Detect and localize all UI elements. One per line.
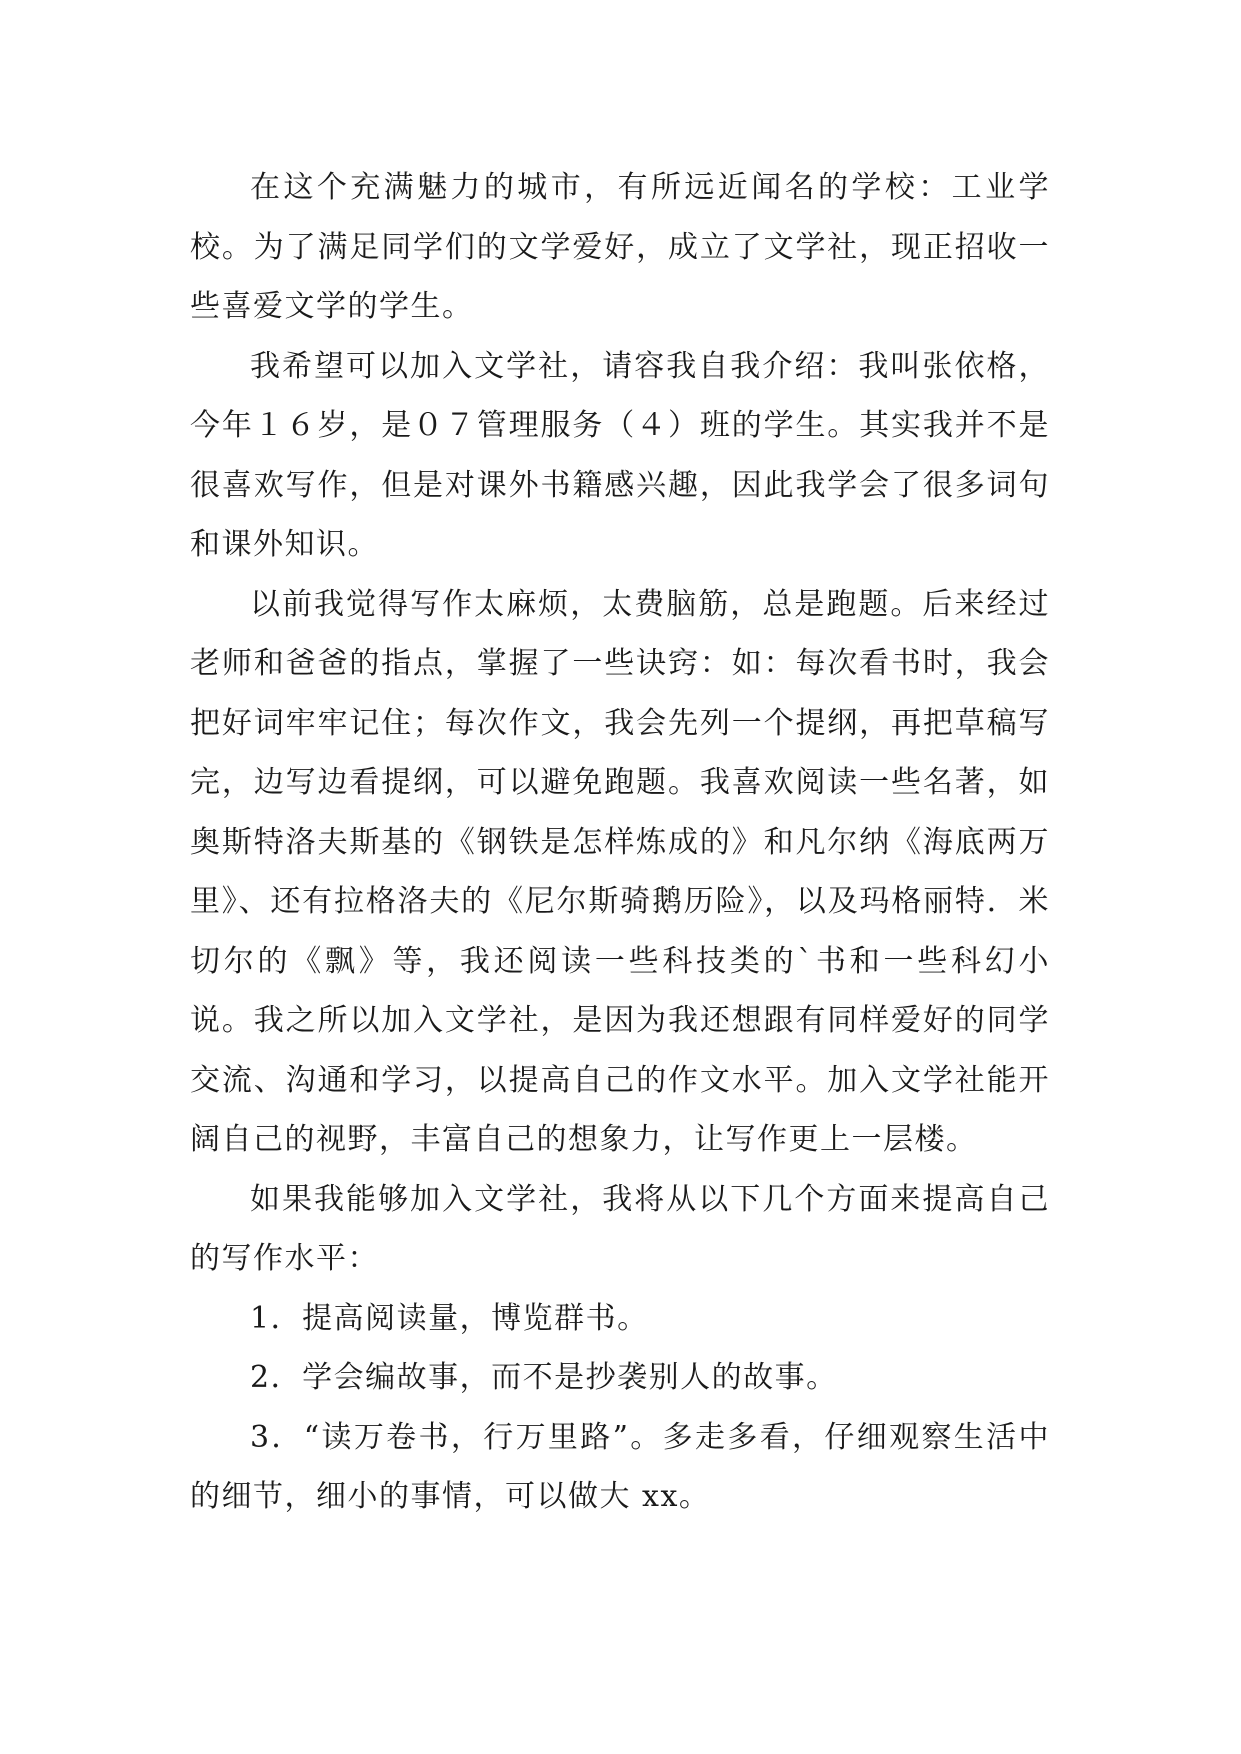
paragraph-writing-experience: 以前我觉得写作太麻烦，太费脑筋，总是跑题。后来经过老师和爸爸的指点，掌握了一些诀窍：如：每次看书时，我会把好词牢牢记住；每次作文，我会先列一个提纲，再把草稿写完，边写边看提纲，可以避免跑题。我喜欢阅读一些名著，如奥斯特洛夫斯基的《钢铁是怎样炼成的》和凡尔纳《海底两万里》、还有拉格洛夫的《尼尔斯骑鹅历险》，以及玛格丽特．米切尔的《飘》等，我还阅读一些科技类的`书和一些科幻小说。我之所以加入文学社，是因为我还想跟有同样爱好的同学交流、沟通和学习，以提高自己的作文水平。加入文学社能开阔自己的视野，丰富自己的想象力，让写作更上一层楼。	[190, 586, 1050, 1157]
document-body	[190, 158, 1050, 1527]
paragraph-plan-intro: 如果我能够加入文学社，我将从以下几个方面来提高自己的写作水平：	[190, 1181, 1050, 1276]
list-item-2: 2．学会编故事，而不是抄袭别人的故事。	[250, 1360, 838, 1395]
paragraph-self-introduction: 我希望可以加入文学社，请容我自我介绍：我叫张依格，今年１６岁，是０７管理服务（４）班的学生。其实我并不是很喜欢写作，但是对课外书籍感兴趣，因此我学会了很多词句和课外知识。	[190, 348, 1050, 562]
list-item-3: 3．“读万卷书，行万里路”。多走多看，仔细观察生活中的细节，细小的事情，可以做大 xx。	[190, 1419, 1050, 1514]
list-item-1: 1．提高阅读量，博览群书。	[250, 1300, 649, 1336]
paragraph-intro: 在这个充满魅力的城市，有所远近闻名的学校：工业学校。为了满足同学们的文学爱好，成立了文学社，现正招收一些喜爱文学的学生。	[190, 170, 1050, 324]
